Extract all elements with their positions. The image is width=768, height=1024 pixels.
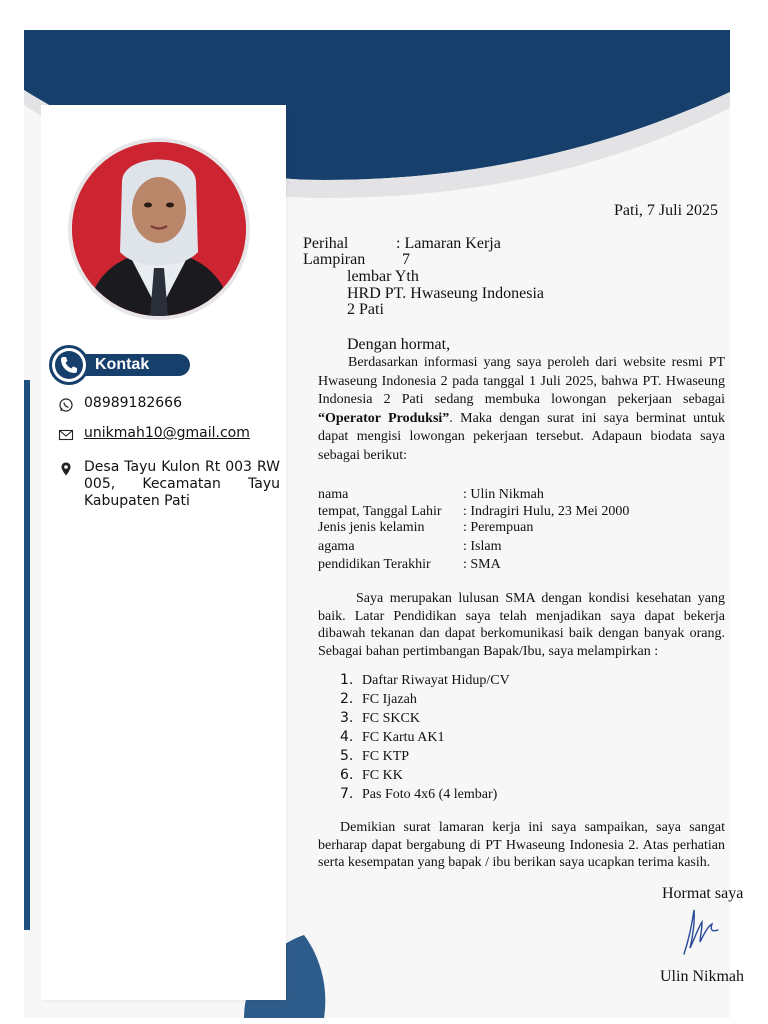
intro-text-1: Berdasarkan informasi yang saya peroleh dari website resmi PT Hwaseung Indonesia 2 pada tanggal 1 Juli 2025, bahwa PT. Hwaseung Indonesia 2 Pati sedang membuka lowongan pekerjaan sebagai [318, 355, 725, 407]
person-illustration [72, 142, 246, 316]
qualification-text: Saya merupakan lulusan SMA dengan kondisi kesehatan yang baik. Latar Pendidikan saya telah menjadikan saya dapat bekerja dibawah tekanan dan dapat berkomunikasi baik dengan banyak orang. Sebagai bahan pertimbangan Bapak/Ibu, saya melampirkan : [318, 591, 725, 659]
whatsapp-icon [58, 397, 74, 413]
signer-name: Ulin Nikmah [660, 968, 744, 985]
phone-icon [52, 348, 86, 382]
list-item: 2. FC Ijazah [340, 691, 417, 707]
signature [678, 902, 722, 958]
bio-label: tempat, Tanggal Lahir [318, 504, 442, 519]
lampiran-value: 7 [402, 251, 410, 268]
bio-value: : SMA [463, 557, 501, 572]
greeting: Dengan hormat, [347, 336, 451, 353]
intro-paragraph [318, 354, 725, 465]
bio-value: : Islam [463, 539, 502, 554]
bio-label: agama [318, 539, 355, 554]
mail-icon [58, 427, 74, 443]
intro-text-2: . Maka dengan surat ini saya berminat untuk dapat mengisi lowongan pekerjaan tersebut. Adapaun biodata saya sebagai berikut: [318, 410, 725, 463]
bio-value: : Indragiri Hulu, 23 Mei 2000 [463, 504, 630, 519]
list-item: 1. Daftar Riwayat Hidup/CV [340, 672, 510, 688]
sign-off: Hormat saya [662, 885, 744, 902]
position-title: “Operator Produksi” [318, 410, 450, 426]
bio-value: : Perempuan [463, 520, 534, 535]
bio-label: pendidikan Terakhir [318, 557, 431, 572]
kontak-icon-circle [49, 345, 89, 385]
recipient-line-3: 2 Pati [347, 301, 384, 318]
list-item: 7. Pas Foto 4x6 (4 lembar) [340, 786, 498, 802]
email-link[interactable]: unikmah10@gmail.com [84, 425, 250, 441]
perihal-label: Perihal [303, 235, 349, 252]
lampiran-label: Lampiran [303, 251, 366, 268]
recipient-line-1: lembar Yth [347, 268, 419, 285]
list-item: 5. FC KTP [340, 748, 410, 764]
list-item: 3. FC SKCK [340, 710, 420, 726]
profile-photo [72, 142, 246, 316]
address-text: Desa Tayu Kulon Rt 003 RW 005, Kecamatan Tayu Kabupaten Pati [84, 459, 280, 509]
recipient-line-2: HRD PT. Hwaseung Indonesia [347, 285, 545, 302]
closing-paragraph [318, 819, 725, 872]
bio-label: nama [318, 487, 349, 502]
closing-text: Demikian surat lamaran kerja ini saya sampaikan, saya sangat berharap dapat bergabung di PT Hwaseung Indonesia 2. Atas perhatian serta kesempatan yang bapak / ibu berikan saya ucapkan terima kasih. [318, 820, 725, 870]
kontak-label: Kontak [95, 356, 150, 373]
qualification-paragraph [318, 590, 725, 660]
list-item: 6. FC KK [340, 767, 403, 783]
list-item: 4. FC Kartu AK1 [340, 729, 445, 745]
bio-value: : Ulin Nikmah [463, 487, 544, 502]
perihal-value: : Lamaran Kerja [396, 235, 501, 252]
phone-number: 08989182666 [84, 395, 182, 411]
bio-label: Jenis jenis kelamin [318, 520, 425, 535]
left-accent-bar [24, 380, 30, 930]
location-pin-icon [58, 461, 74, 477]
letter-date: Pati, 7 Juli 2025 [614, 202, 719, 219]
